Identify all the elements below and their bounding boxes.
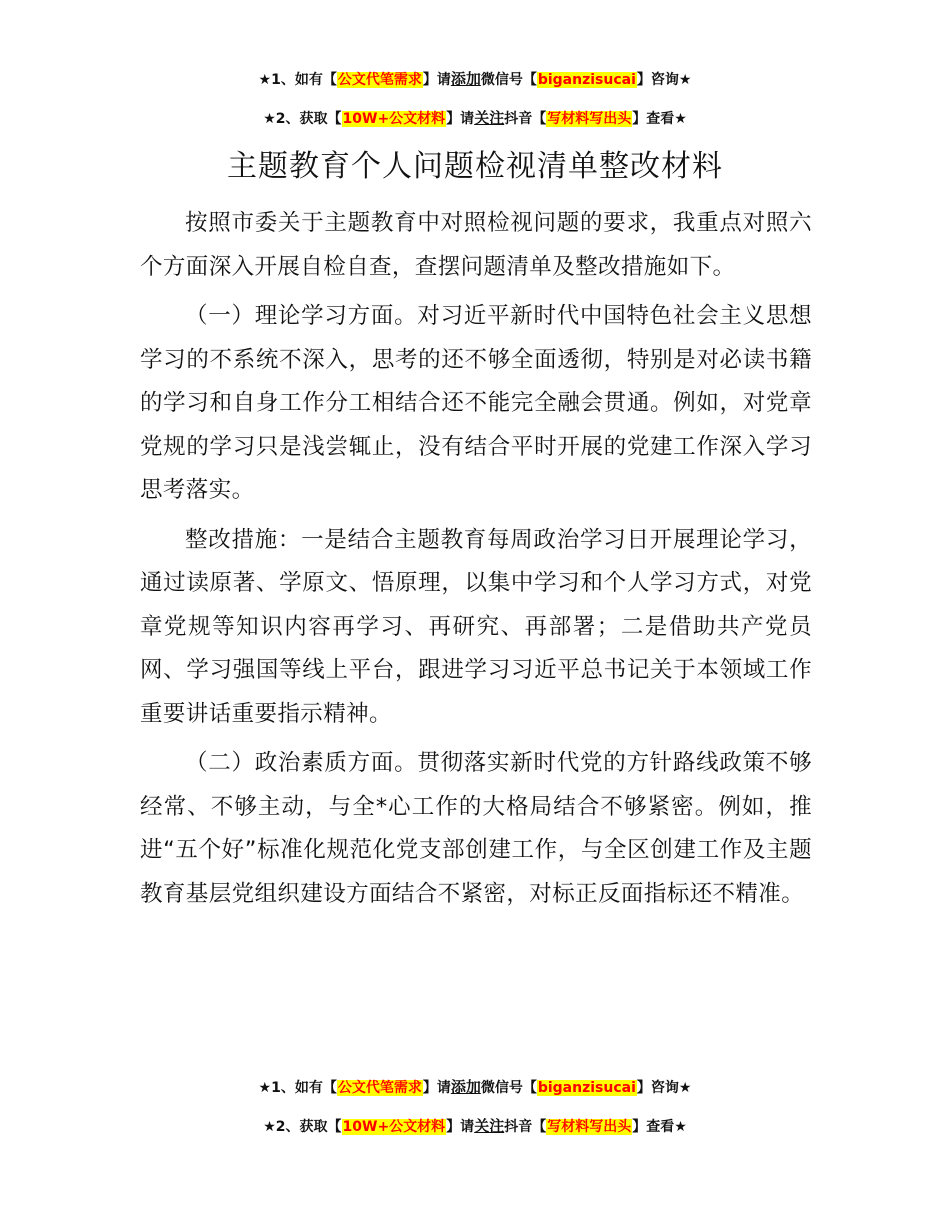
promo-highlight-wechat-id: biganzisucai xyxy=(537,72,636,88)
promo-text: 】查看★ xyxy=(632,1119,687,1135)
promo-text: ★2、获取【 xyxy=(263,111,342,127)
promo-text: 抖音【 xyxy=(504,111,547,127)
promo-highlight-douyin: 写材料写出头 xyxy=(547,111,632,127)
promo-highlight-materials: 10W+公文材料 xyxy=(342,111,446,127)
promo-text: 微信号【 xyxy=(480,1080,537,1096)
promo-text: 】请 xyxy=(422,1080,451,1096)
promo-text: 】咨询★ xyxy=(636,1080,692,1096)
promo-emphasis: 添加 xyxy=(450,70,481,88)
promo-text: 】咨询★ xyxy=(636,72,692,88)
promo-highlight-service: 公文代笔需求 xyxy=(337,1080,422,1096)
promo-text: 微信号【 xyxy=(480,72,537,88)
promo-text: 抖音【 xyxy=(504,1119,547,1135)
promo-line-1-top xyxy=(0,69,950,90)
document-title: 主题教育个人问题检视清单整改材料 xyxy=(227,149,723,184)
promo-highlight-douyin: 写材料写出头 xyxy=(547,1119,632,1135)
promo-text: 】请 xyxy=(446,111,475,127)
paragraph-rectification-measures: 整改措施：一是结合主题教育每周政治学习日开展理论学习，通过读原著、学原文、悟原理，以集中学习和个人学习方式，对党章党规等知识内容再学习、再研究、再部署；二是借助共产党员网、学习强国等线上平台，跟进学习习近平总书记关于本领域工作重要讲话重要指示精神。 xyxy=(140,526,812,727)
paragraph-intro: 按照市委关于主题教育中对照检视问题的要求，我重点对照六个方面深入开展自检自查，查摆问题清单及整改措施如下。 xyxy=(140,210,812,280)
document-body xyxy=(140,202,812,922)
promo-text: 】请 xyxy=(446,1119,475,1135)
promo-line-2-bottom xyxy=(0,1116,950,1137)
promo-highlight-service: 公文代笔需求 xyxy=(337,72,422,88)
promo-line-1-bottom xyxy=(0,1077,950,1098)
promo-highlight-materials: 10W+公文材料 xyxy=(342,1119,446,1135)
promo-text: 】查看★ xyxy=(632,111,687,127)
promo-text: ★1、如有【 xyxy=(258,1080,337,1096)
promo-emphasis: 关注 xyxy=(474,109,505,127)
promo-emphasis: 关注 xyxy=(474,1117,505,1135)
promo-text: ★1、如有【 xyxy=(258,72,337,88)
promo-text: ★2、获取【 xyxy=(263,1119,342,1135)
promo-highlight-wechat-id: biganzisucai xyxy=(537,1080,636,1096)
paragraph-political-quality: （二）政治素质方面。贯彻落实新时代党的方针路线政策不够经常、不够主动，与全*心工作的大格局结合不够紧密。例如，推进“五个好”标准化规范化党支部创建工作，与全区创建工作及主题教育基层党组织建设方面结合不紧密，对标正反面指标还不精准。 xyxy=(140,750,812,907)
promo-text: 】请 xyxy=(422,72,451,88)
promo-line-2-top xyxy=(0,108,950,129)
paragraph-theory-study: （一）理论学习方面。对习近平新时代中国特色社会主义思想学习的不系统不深入，思考的还不够全面透彻，特别是对必读书籍的学习和自身工作分工相结合还不能完全融会贯通。例如，对党章党规的学习只是浅尝辄止，没有结合平时开展的党建工作深入学习思考落实。 xyxy=(140,303,812,503)
promo-emphasis: 添加 xyxy=(450,1078,481,1096)
